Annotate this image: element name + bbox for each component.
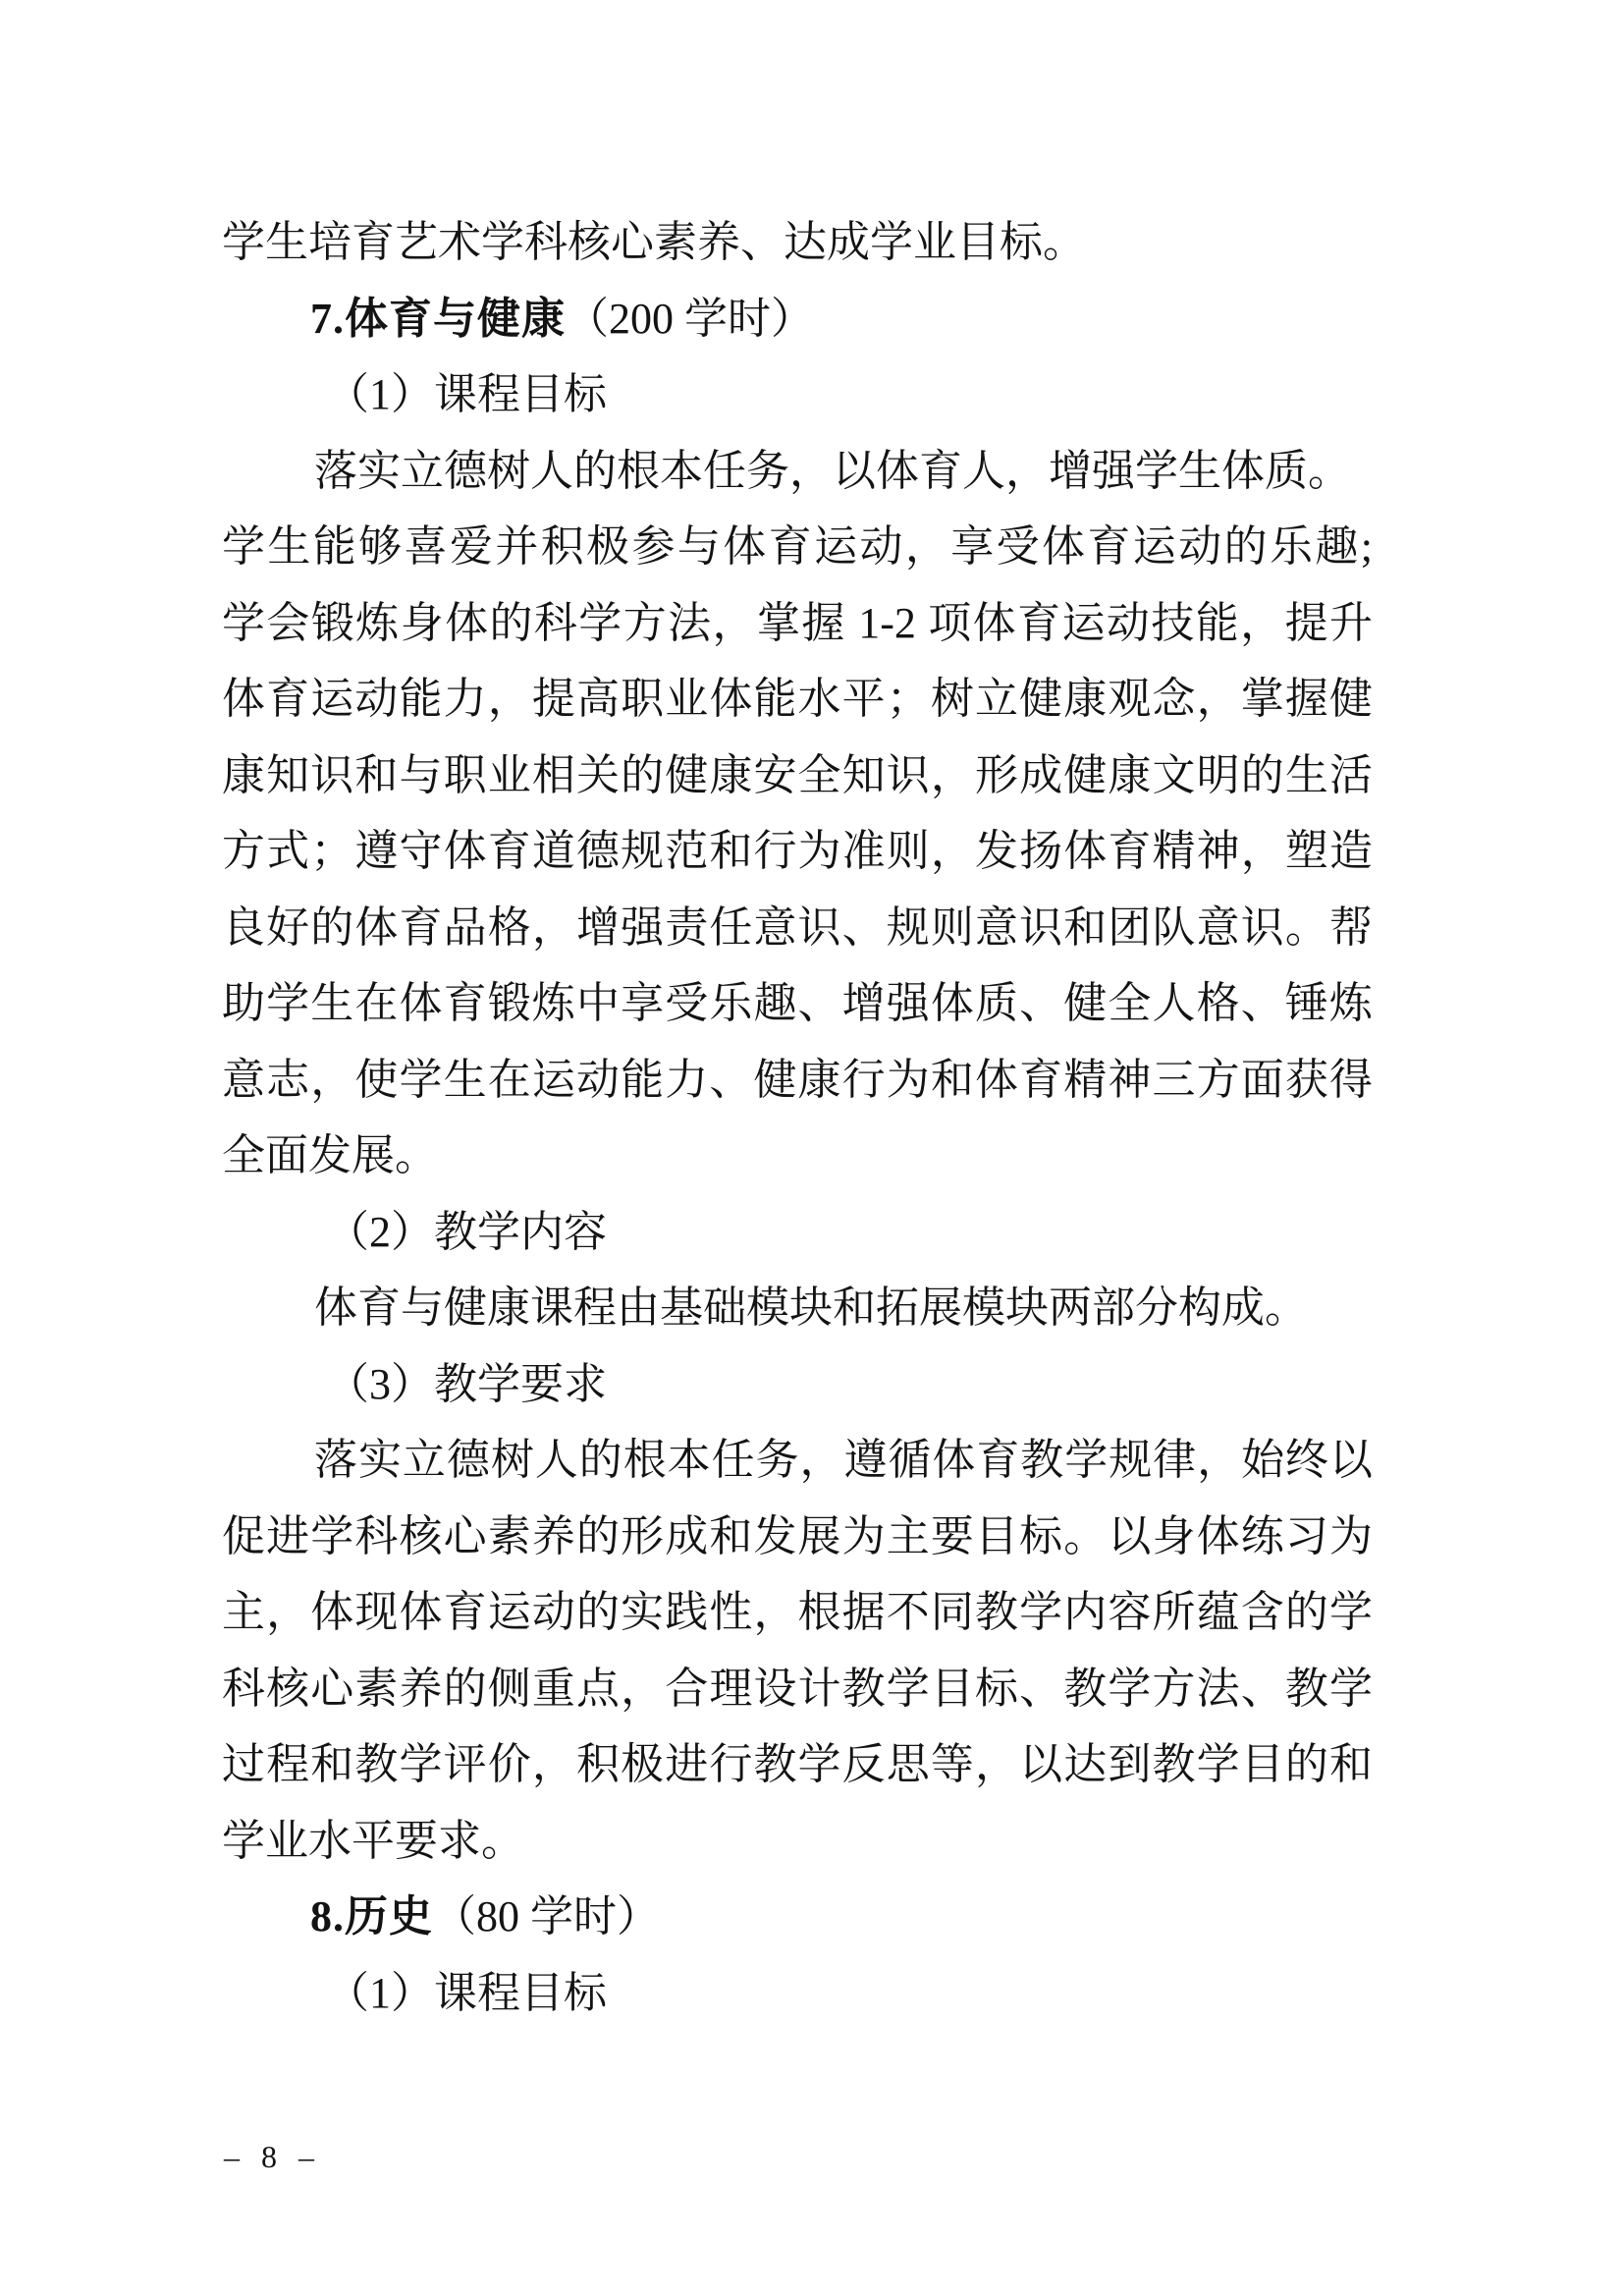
section-heading-hours: （200 学时） — [566, 294, 814, 343]
subsection-label-teaching-requirements: （3）教学要求 — [326, 1359, 607, 1408]
text-line: 学生培育艺术学科核心素养、达成学业目标。 — [222, 218, 1086, 266]
paragraph-line: 学业水平要求。 — [222, 1816, 524, 1865]
paragraph-line: 康知识和与职业相关的健康安全知识，形成健康文明的生活 — [222, 750, 1373, 799]
paragraph-line: 过程和教学评价，积极进行教学反思等，以达到教学目的和 — [222, 1740, 1373, 1788]
paragraph-line: 科核心素养的侧重点，合理设计教学目标、教学方法、教学 — [222, 1664, 1373, 1713]
paragraph-line: 助学生在体育锻炼中享受乐趣、增强体质、健全人格、锤炼 — [222, 979, 1373, 1027]
paragraph-line: 促进学科核心素养的形成和发展为主要目标。以身体练习为 — [222, 1511, 1373, 1560]
section-heading-hours: （80 学时） — [433, 1892, 660, 1941]
section-heading-history — [222, 1879, 1373, 1955]
subsection-label-teaching-content: （2）教学内容 — [326, 1207, 607, 1256]
section-heading-number-title: 7.体育与健康 — [310, 294, 566, 343]
subsection-label-course-goals: （1）课程目标 — [326, 1968, 607, 2017]
subsection-label-course-goals: （1）课程目标 — [326, 370, 607, 418]
paragraph-line: 落实立德树人的根本任务，遵循体育教学规律，始终以 — [314, 1436, 1373, 1484]
paragraph-line: 良好的体育品格，增强责任意识、规则意识和团队意识。帮 — [222, 902, 1373, 952]
paragraph-line: 落实立德树人的根本任务，以体育人，增强学生体质。 — [314, 446, 1351, 495]
paragraph-line: 方式；遵守体育道德规范和行为准则，发扬体育精神，塑造 — [222, 827, 1373, 875]
paragraph-line: 学会锻炼身体的科学方法，掌握 1-2 项体育运动技能，提升 — [222, 598, 1373, 647]
paragraph-line: 体育与健康课程由基础模块和拓展模块两部分构成。 — [314, 1284, 1308, 1332]
paragraph-line: 体育运动能力，提高职业体能水平；树立健康观念，掌握健 — [222, 675, 1373, 723]
paragraph-line: 主，体现体育运动的实践性，根据不同教学内容所蕴含的学 — [222, 1588, 1373, 1636]
section-heading-pe-health — [222, 281, 1373, 357]
section-heading-number-title: 8.历史 — [310, 1892, 433, 1941]
page-number: – 8 – — [224, 2139, 321, 2174]
paragraph-line: 意志，使学生在运动能力、健康行为和体育精神三方面获得 — [222, 1055, 1373, 1104]
paragraph-line: 全面发展。 — [222, 1131, 438, 1179]
document-body — [222, 204, 1373, 2031]
paragraph-line: 学生能够喜爱并积极参与体育运动，享受体育运动的乐趣; — [222, 522, 1373, 571]
